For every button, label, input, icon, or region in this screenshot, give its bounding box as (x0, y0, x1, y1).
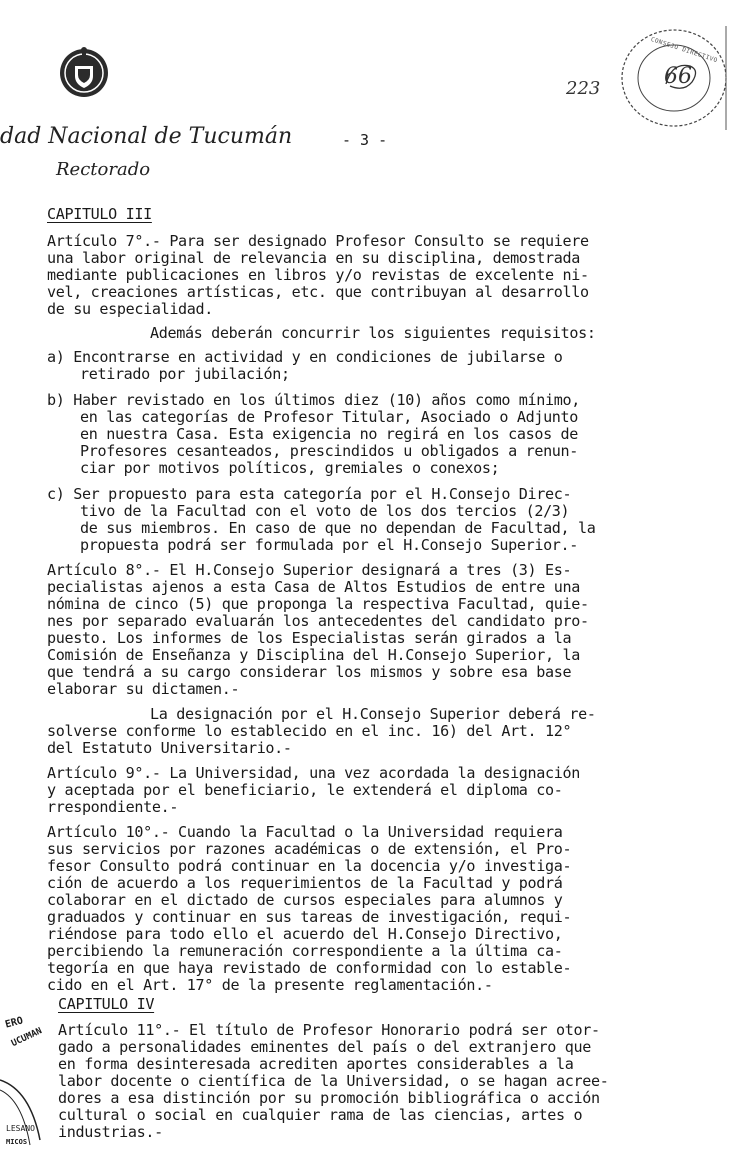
text-line: Artículo 7°.- Para ser designado Profesor Consulto se requiere (47, 232, 589, 250)
text-line: Artículo 11°.- El título de Profesor Honorario podrá ser otor- (58, 1021, 600, 1039)
text-line: puesto. Los informes de los Especialistas serán girados a la (47, 629, 572, 647)
text-line: Además deberán concurrir los siguientes requisitos: (150, 324, 596, 342)
text-line: vel, creaciones artísticas, etc. que contribuyan al desarrollo (47, 283, 589, 301)
text-line: industrias.- (58, 1123, 163, 1141)
text-line: dores a esa distinción por su promoción bibliográfica o acción (58, 1089, 600, 1107)
text-line: en forma desinteresada acrediten aportes considerables a la (58, 1055, 574, 1073)
text-line: propuesta podrá ser formulada por el H.Consejo Superior.- (80, 536, 579, 554)
text-line: riéndose para todo ello el acuerdo del H.Consejo Directivo, (47, 925, 563, 943)
text-line: b) Haber revistado en los últimos diez (10) años como mínimo, (47, 391, 580, 409)
text-line: rrespondiente.- (47, 798, 179, 816)
text-line: pecialistas ajenos a esta Casa de Altos Estudios de entre una (47, 578, 580, 596)
corner-stamp-text-4: MICOS (6, 1138, 28, 1146)
text-line: cultural o social en cualquier rama de las ciencias, artes o (58, 1106, 583, 1124)
text-line: gado a personalidades eminentes del país o del extranjero que (58, 1038, 591, 1056)
text-line: una labor original de relevancia en su disciplina, demostrada (47, 249, 580, 267)
text-line: Artículo 9°.- La Universidad, una vez acordada la designación (47, 764, 580, 782)
text-line: sus servicios por razones académicas o de extensión, el Pro- (47, 840, 572, 858)
text-line: en las categorías de Profesor Titular, Asociado o Adjunto (80, 408, 579, 426)
text-line: tivo de la Facultad con el voto de los dos tercios (2/3) (80, 502, 570, 520)
text-line: retirado por jubilación; (80, 365, 290, 383)
text-line: colaborar en el dictado de cursos especiales para alumnos y (47, 891, 563, 909)
text-line: y aceptada por el beneficiario, le extenderá el diploma co- (47, 781, 563, 799)
text-line: a) Encontrarse en actividad y en condiciones de jubilarse o (47, 348, 563, 366)
text-line: fesor Consulto podrá continuar en la docencia y/o investiga- (47, 857, 572, 875)
text-line: tegoría en que haya revistado de conformidad con lo estable- (47, 959, 572, 977)
text-line: del Estatuto Universitario.- (47, 739, 292, 757)
chapter-heading: CAPITULO III (47, 205, 152, 223)
text-line: Profesores cesanteados, prescindidos u obligados a renun- (80, 442, 579, 460)
text-line: de su especialidad. (47, 300, 214, 318)
folio-number: 223 (566, 78, 601, 99)
text-line: nómina de cinco (5) que proponga la respectiva Facultad, quie- (47, 595, 589, 613)
text-line: solverse conforme lo establecido en el inc. 16) del Art. 12° (47, 722, 572, 740)
chapter-heading: CAPITULO IV (58, 995, 155, 1013)
corner-stamp-text-2: UCUMAN (10, 1026, 44, 1050)
text-line: Artículo 10°.- Cuando la Facultad o la Universidad requiera (47, 823, 563, 841)
text-line: ción de acuerdo a los requerimientos de la Facultad y podrá (47, 874, 563, 892)
university-crest-icon (55, 44, 113, 102)
text-line: percibiendo la remuneración correspondiente a la última ca- (47, 942, 563, 960)
text-line: en nuestra Casa. Esta exigencia no regirá en los casos de (80, 425, 579, 443)
text-line: cido en el Art. 17° de la presente reglamentación.- (47, 976, 493, 994)
text-line: de sus miembros. En caso de que no dependan de Facultad, la (80, 519, 596, 537)
corner-stamp-text-3: LESANO (6, 1124, 35, 1133)
corner-stamp-text-1: ERO (4, 1015, 25, 1031)
text-line: nes por separado evaluarán los antecedentes del candidato pro- (47, 612, 589, 630)
text-line: La designación por el H.Consejo Superior deberá re- (150, 705, 596, 723)
institution-name: dad Nacional de Tucumán (0, 124, 293, 149)
text-line: graduados y continuar en sus tareas de investigación, requi- (47, 908, 572, 926)
text-line: ciar por motivos políticos, gremiales o conexos; (80, 459, 500, 477)
text-line: elaborar su dictamen.- (47, 680, 240, 698)
page-number: - 3 - (342, 131, 388, 149)
text-line: Artículo 8°.- El H.Consejo Superior designará a tres (3) Es- (47, 561, 572, 579)
text-line: Comisión de Enseñanza y Disciplina del H.Consejo Superior, la (47, 646, 580, 664)
text-line: c) Ser propuesto para esta categoría por el H.Consejo Direc- (47, 485, 572, 503)
stamp-text: CONSEJO DIRECTIVO (649, 36, 719, 65)
text-line: que tendrá a su cargo considerar los mismos y sobre esa base (47, 663, 572, 681)
text-line: labor docente o científica de la Universidad, o se hagan acree- (58, 1072, 609, 1090)
stamp-folio-number: 66 (664, 64, 692, 89)
office-name: Rectorado (56, 159, 151, 180)
text-line: mediante publicaciones en libros y/o revistas de excelente ni- (47, 266, 589, 284)
